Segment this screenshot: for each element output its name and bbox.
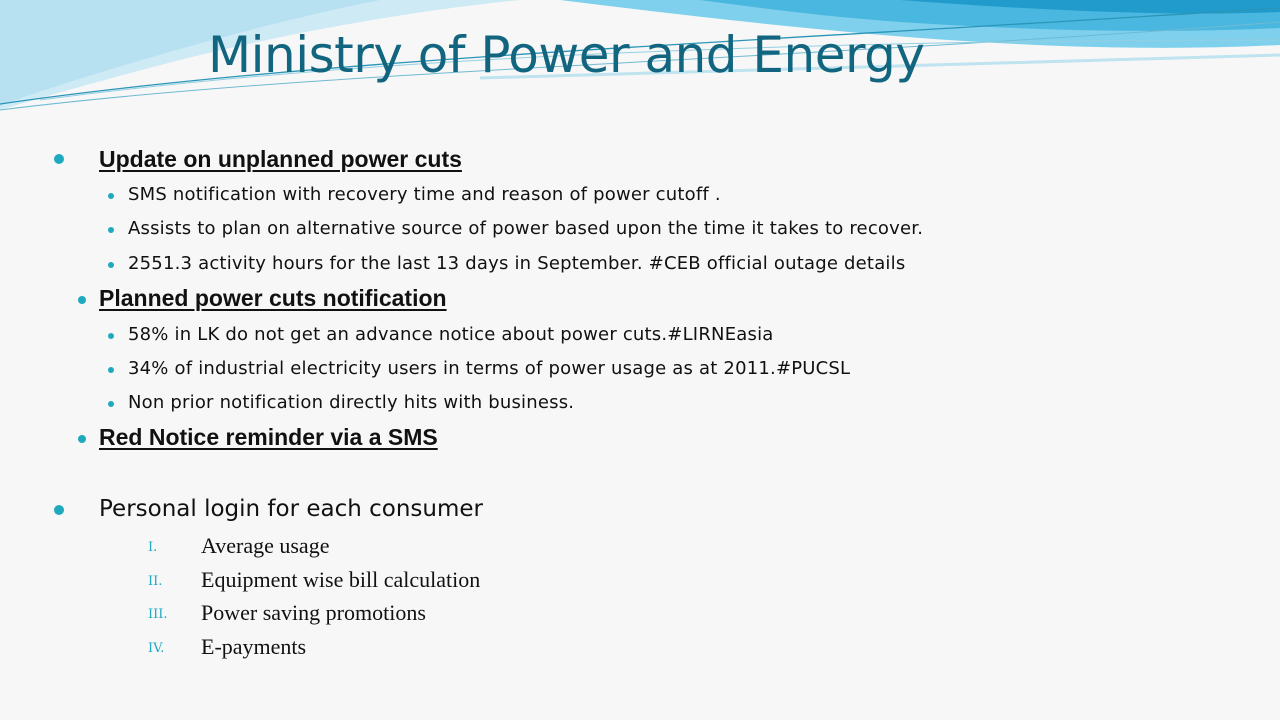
bullet-icon	[54, 154, 64, 164]
list-number: I.	[148, 540, 158, 555]
bullet-icon	[108, 367, 114, 373]
bullet-icon	[78, 435, 86, 443]
personal-login-label: Personal login for each consumer	[99, 496, 484, 522]
list-item: Average usage	[201, 533, 330, 558]
list-item: Power saving promotions	[201, 600, 426, 625]
list-number: III.	[148, 607, 168, 622]
list-number: II.	[148, 574, 163, 589]
section-heading-red-notice: Red Notice reminder via a SMS	[99, 424, 438, 450]
list-item: Non prior notification directly hits with business.	[128, 392, 575, 413]
list-item: 58% in LK do not get an advance notice about power cuts.#LIRNEasia	[128, 324, 774, 345]
list-item: Equipment wise bill calculation	[201, 567, 481, 592]
section-heading-planned: Planned power cuts notification	[99, 285, 447, 311]
bullet-icon	[108, 401, 114, 407]
bullet-icon	[108, 193, 114, 199]
list-item: SMS notification with recovery time and reason of power cutoff .	[128, 184, 721, 205]
bullet-icon	[108, 333, 114, 339]
slide-title: Ministry of Power and Energy	[208, 26, 925, 84]
list-item: 34% of industrial electricity users in terms of power usage as at 2011.#PUCSL	[128, 358, 851, 379]
list-item: 2551.3 activity hours for the last 13 days in September. #CEB official outage details	[128, 253, 906, 274]
section-heading-unplanned: Update on unplanned power cuts	[99, 146, 462, 172]
list-item: Assists to plan on alternative source of power based upon the time it takes to recover.	[128, 218, 924, 239]
list-item: E-payments	[201, 634, 307, 659]
bullet-icon	[78, 296, 86, 304]
list-number: IV.	[148, 641, 165, 656]
bullet-icon	[108, 262, 114, 268]
bullet-icon	[54, 505, 64, 515]
bullet-icon	[108, 227, 114, 233]
